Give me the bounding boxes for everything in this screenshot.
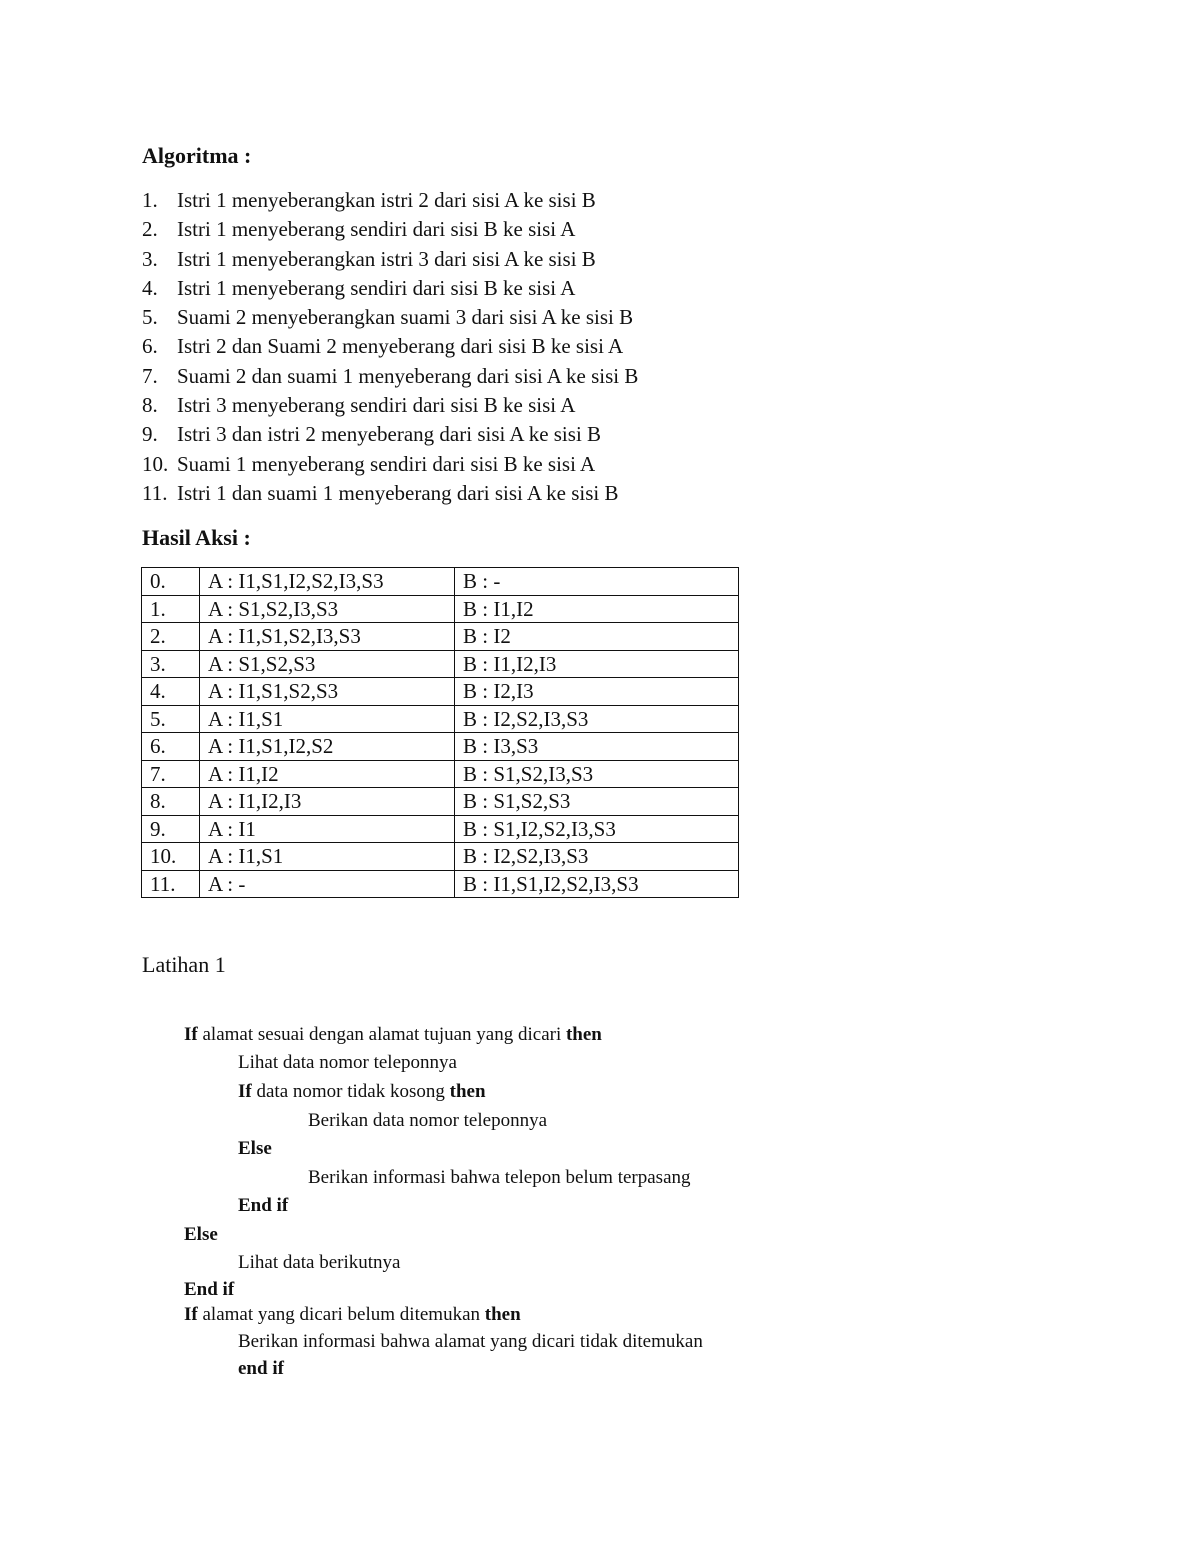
step-number: 7.: [142, 363, 158, 388]
table-row: [142, 843, 739, 871]
side-a-cell: A : I1,S1: [200, 843, 455, 871]
table-row: [142, 788, 739, 816]
step-cell: 6.: [142, 733, 200, 761]
keyword-else: Else: [238, 1138, 272, 1159]
step-text: Istri 1 menyeberang sendiri dari sisi B ke sisi A: [177, 275, 576, 300]
step-cell: 11.: [142, 870, 200, 898]
side-b-cell: B : I2,S2,I3,S3: [455, 705, 739, 733]
table-row: [142, 650, 739, 678]
list-item: [142, 274, 638, 303]
code-line: [238, 1328, 703, 1356]
step-cell: 3.: [142, 650, 200, 678]
code-text: alamat yang dicari belum ditemukan: [197, 1304, 485, 1325]
step-cell: 5.: [142, 705, 200, 733]
step-text: Istri 1 dan suami 1 menyeberang dari sisi A ke sisi B: [177, 480, 619, 505]
step-cell: 7.: [142, 760, 200, 788]
list-item: [142, 391, 638, 420]
code-line: [184, 1301, 521, 1329]
step-number: 2.: [142, 217, 158, 242]
list-item: [142, 362, 638, 391]
side-a-cell: A : S1,S2,I3,S3: [200, 595, 455, 623]
step-text: Istri 1 menyeberang sendiri dari sisi B ke sisi A: [177, 217, 576, 242]
side-a-cell: A : I1,S1,S2,S3: [200, 678, 455, 706]
code-line: [184, 1276, 234, 1304]
code-line: [184, 1021, 602, 1049]
latihan-title: Latihan 1: [142, 952, 226, 977]
list-item: [142, 479, 638, 508]
code-line: [238, 1078, 486, 1106]
keyword-if: If: [184, 1304, 198, 1325]
side-b-cell: B : I1,I2,I3: [455, 650, 739, 678]
step-text: Istri 1 menyeberangkan istri 3 dari sisi A ke sisi B: [177, 246, 596, 271]
table-row: [142, 705, 739, 733]
side-a-cell: A : I1,I2,I3: [200, 788, 455, 816]
keyword-then: then: [449, 1081, 486, 1102]
keyword-else: Else: [184, 1224, 218, 1245]
side-b-cell: B : I2: [455, 623, 739, 651]
code-text: data nomor tidak kosong: [251, 1081, 450, 1102]
table-row: [142, 595, 739, 623]
code-line: [238, 1135, 272, 1163]
code-line: [308, 1164, 691, 1192]
side-a-cell: A : I1,S1: [200, 705, 455, 733]
code-text: Berikan informasi bahwa telepon belum terpasang: [308, 1167, 691, 1188]
list-item: [142, 215, 638, 244]
algoritma-heading: Algoritma :: [142, 143, 252, 168]
side-b-cell: B : S1,S2,S3: [455, 788, 739, 816]
side-b-cell: B : -: [455, 568, 739, 596]
step-cell: 4.: [142, 678, 200, 706]
code-line: [238, 1049, 457, 1077]
side-a-cell: A : I1,S1,S2,I3,S3: [200, 623, 455, 651]
list-item: [142, 332, 638, 361]
step-number: 11.: [142, 480, 168, 505]
side-b-cell: B : I3,S3: [455, 733, 739, 761]
code-line: [238, 1355, 284, 1383]
keyword-then: then: [484, 1304, 521, 1325]
step-number: 3.: [142, 246, 158, 271]
side-b-cell: B : S1,S2,I3,S3: [455, 760, 739, 788]
table-row: [142, 760, 739, 788]
step-cell: 8.: [142, 788, 200, 816]
code-line: [238, 1192, 288, 1220]
hasil-aksi-heading: Hasil Aksi :: [142, 525, 251, 550]
step-text: Suami 2 menyeberangkan suami 3 dari sisi A ke sisi B: [177, 305, 634, 330]
step-cell: 0.: [142, 568, 200, 596]
step-cell: 2.: [142, 623, 200, 651]
code-line: [184, 1221, 218, 1249]
table-row: [142, 733, 739, 761]
side-a-cell: A : I1,S1,I2,S2,I3,S3: [200, 568, 455, 596]
table-row: [142, 623, 739, 651]
side-b-cell: B : I1,S1,I2,S2,I3,S3: [455, 870, 739, 898]
step-number: 5.: [142, 305, 158, 330]
step-number: 9.: [142, 422, 158, 447]
step-text: Suami 1 menyeberang sendiri dari sisi B ke sisi A: [177, 451, 596, 476]
table-row: [142, 815, 739, 843]
step-text: Istri 3 menyeberang sendiri dari sisi B ke sisi A: [177, 393, 576, 418]
table-row: [142, 870, 739, 898]
step-text: Suami 2 dan suami 1 menyeberang dari sisi A ke sisi B: [177, 363, 639, 388]
side-a-cell: A : I1,S1,I2,S2: [200, 733, 455, 761]
side-b-cell: B : I2,S2,I3,S3: [455, 843, 739, 871]
code-text: Berikan informasi bahwa alamat yang dicari tidak ditemukan: [238, 1331, 703, 1352]
list-item: [142, 420, 638, 449]
code-line: [238, 1249, 401, 1277]
step-cell: 9.: [142, 815, 200, 843]
code-line: [308, 1107, 547, 1135]
list-item: [142, 245, 638, 274]
keyword-then: then: [565, 1024, 602, 1045]
step-number: 10.: [142, 451, 169, 476]
keyword-end-if: End if: [238, 1195, 289, 1216]
keyword-end-if: end if: [238, 1358, 284, 1379]
list-item: [142, 303, 638, 332]
side-b-cell: B : I1,I2: [455, 595, 739, 623]
side-b-cell: B : I2,I3: [455, 678, 739, 706]
step-number: 6.: [142, 334, 158, 359]
side-a-cell: A : I1: [200, 815, 455, 843]
step-text: Istri 3 dan istri 2 menyeberang dari sisi A ke sisi B: [177, 422, 602, 447]
keyword-if: If: [184, 1024, 198, 1045]
side-a-cell: A : -: [200, 870, 455, 898]
side-a-cell: A : S1,S2,S3: [200, 650, 455, 678]
step-text: Istri 1 menyeberangkan istri 2 dari sisi A ke sisi B: [177, 188, 596, 212]
step-cell: 10.: [142, 843, 200, 871]
step-number: 4.: [142, 275, 158, 300]
step-text: Istri 2 dan Suami 2 menyeberang dari sisi B ke sisi A: [177, 334, 624, 359]
list-item: [142, 186, 638, 215]
keyword-if: If: [238, 1081, 252, 1102]
code-text: Lihat data berikutnya: [238, 1252, 401, 1273]
list-item: [142, 450, 638, 479]
table-row: [142, 678, 739, 706]
state-table: [141, 567, 739, 898]
step-number: 1.: [142, 188, 158, 212]
table-row: [142, 568, 739, 596]
keyword-end-if: End if: [184, 1279, 235, 1300]
step-number: 8.: [142, 393, 158, 418]
code-text: Lihat data nomor teleponnya: [238, 1052, 457, 1073]
side-a-cell: A : I1,I2: [200, 760, 455, 788]
code-text: Berikan data nomor teleponnya: [308, 1110, 548, 1131]
code-text: alamat sesuai dengan alamat tujuan yang dicari: [197, 1024, 566, 1045]
algorithm-steps-list: [142, 186, 638, 508]
side-b-cell: B : S1,I2,S2,I3,S3: [455, 815, 739, 843]
step-cell: 1.: [142, 595, 200, 623]
